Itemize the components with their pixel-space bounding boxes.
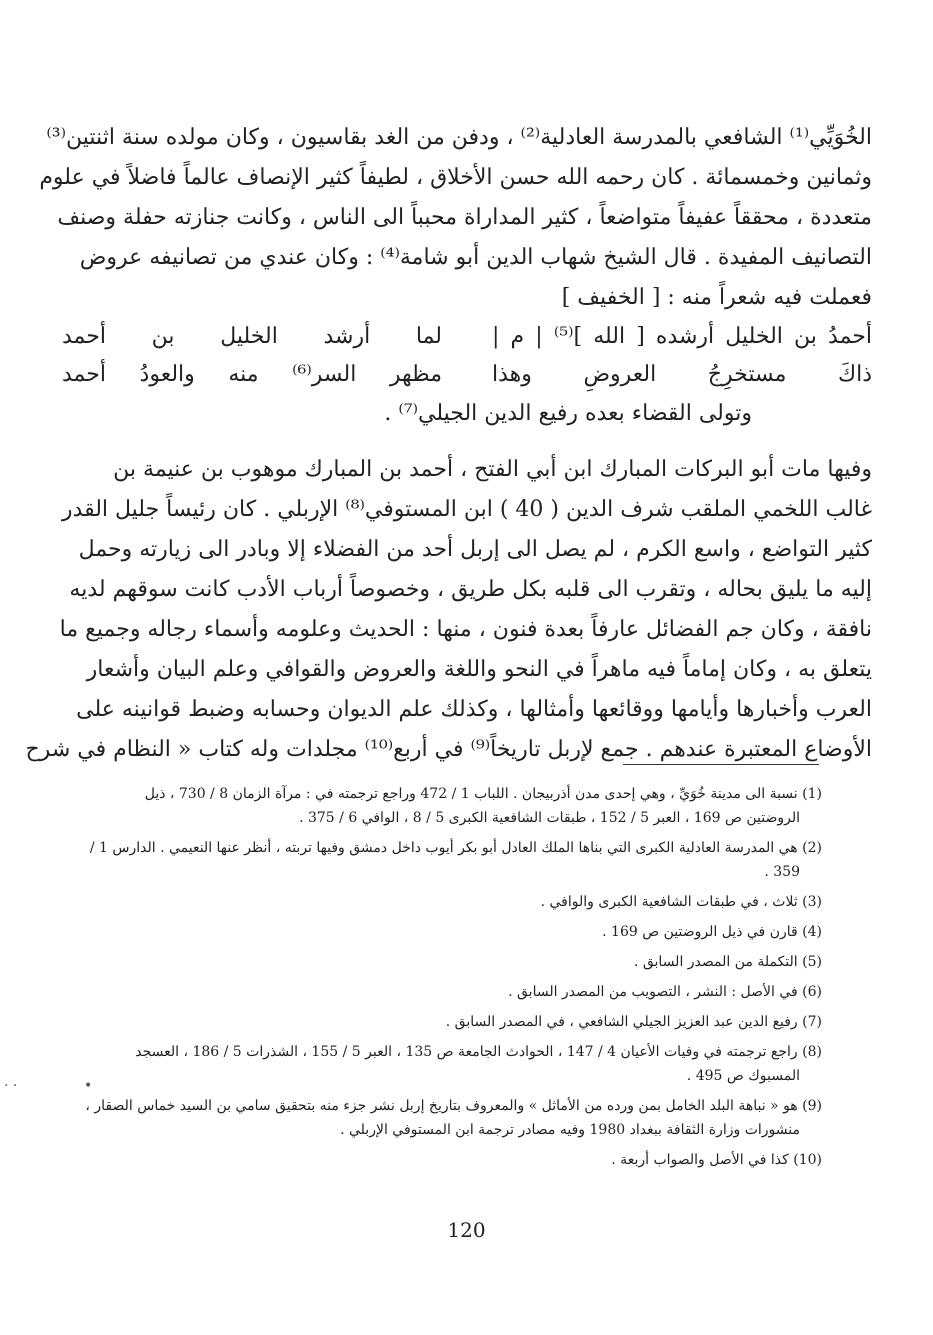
footnote: [62, 980, 822, 1004]
verse-line: [62, 318, 872, 356]
page-number: 120: [447, 1218, 486, 1242]
verse-second-hemistich: مظهر السر⁽⁶⁾ منه والعودُ أحمد: [62, 362, 443, 387]
poem-verses: [62, 318, 872, 434]
text-line: كثير التواضع ، واسع الكرم ، لم يصل الى إربل أحد من الفضلاء إلا وبادر الى زيارته وحمل: [78, 537, 872, 562]
paragraph-2: [25, 450, 872, 770]
verse-line: [62, 356, 872, 394]
footnote-separator: [623, 764, 819, 765]
footnote: [62, 920, 822, 944]
verse-second-hemistich: لما أرشد الخليل بن أحمد: [62, 324, 442, 349]
text-line: نافقة ، وكان جم الفضائل عارفاً بعدة فنون ، منها : الحديث وعلومه وأسماء رجاله وجميع ما: [59, 617, 872, 642]
text-line: الخُوَيِّي⁽¹⁾ الشافعي بالمدرسة العادلية⁽²⁾ ، ودفن من الغد بقاسيون ، وكان مولده سنة اثنتين⁽³⁾: [46, 125, 872, 150]
footnote-continuation: الروضتين ص 169 ، العبر 5 / 152 ، طبقات الشافعية الكبرى 5 / 8 ، الوافي 6 / 375 .: [299, 810, 800, 826]
text-line: التصانيف المفيدة . قال الشيخ شهاب الدين أبو شامة⁽⁴⁾ : وكان عندي من تصانيفه عروض: [79, 245, 872, 270]
text-line: الأوضاع المعتبرة عندهم . جمع لإربل تاريخاً⁽⁹⁾ في أربع⁽¹⁰⁾ مجلدات وله كتاب « النظام في شرح: [25, 737, 872, 762]
paragraph-1: [39, 118, 872, 318]
footnote: [62, 1148, 822, 1172]
scan-speck: •: [84, 1078, 93, 1094]
footnote-text: (4) قارن في ذيل الروضتين ص 169 .: [602, 924, 822, 940]
footnote-text: (1) نسبة الى مدينة خُوَيِّ ، وهي إحدى مدن أذربيجان . اللباب 1 / 472 وراجع ترجمته في : مرآة الزمان 8 / 730 ، ذيل: [144, 786, 822, 802]
footnote: [62, 890, 822, 914]
text-line: وفيها مات أبو البركات المبارك ابن أبي الفتح ، أحمد بن المبارك موهوب بن عنيمة بن: [113, 457, 872, 482]
footnote-text: (3) ثلاث ، في طبقات الشافعية الكبرى والوافي .: [540, 894, 822, 910]
text-line: يتعلق به ، وكان إماماً فيه ماهراً في النحو واللغة والعروض والقوافي وعلم البيان وأشعار: [86, 657, 872, 682]
verse-first-hemistich: أحمدُ بن الخليل أرشده [ الله ]⁽⁵⁾ | م |: [492, 324, 873, 349]
footnote: [62, 836, 822, 884]
footnote: [62, 1094, 822, 1142]
footnote-text: (10) كذا في الأصل والصواب أربعة .: [611, 1152, 822, 1168]
verse-note: وتولى القضاء بعده رفيع الدين الجيلي⁽⁷⁾ .: [384, 401, 752, 426]
text-line: إليه ما يليق بحاله ، وتقرب الى قلبه بكل طريق ، وخصوصاً أرباب الأدب كانت سوقهم لديه: [69, 577, 872, 602]
footnote: [62, 1010, 822, 1034]
footnote-text: (2) هي المدرسة العادلية الكبرى التي بناها الملك العادل أبو بكر أيوب داخل دمشق وفيها تربته ، أنظر عنها النعيمي . الدارس 1 /: [89, 840, 822, 856]
text-line: وثمانين وخمسمائة . كان رحمه الله حسن الأخلاق ، لطيفاً كثير الإنصاف عالماً فاضلاً في علوم: [39, 165, 872, 190]
footnote: [62, 1040, 822, 1088]
footnote-text: (7) رفيع الدين عبد العزيز الجيلي الشافعي ، في المصدر السابق .: [445, 1014, 822, 1030]
text-line: غالب اللخمي الملقب شرف الدين ( 40 ) ابن المستوفي⁽⁸⁾ الإربلي . كان رئيساً جليل القدر: [61, 497, 872, 522]
text-line: فعملت فيه شعراً منه : [ الخفيف ]: [561, 285, 872, 310]
footnote-text: (5) التكملة من المصدر السابق .: [633, 954, 822, 970]
footnote-text: (8) راجع ترجمته في وفيات الأعيان 4 / 147 ، الحوادث الجامعة ص 135 ، العبر 5 / 155 ، الشذرات 5 / 186 ، العسجد: [135, 1044, 822, 1060]
text-line: العرب وأخبارها وأيامها ووقائعها وأمثالها ، وكذلك علم الديوان وحسابه وضبط قوانينه على: [76, 697, 872, 722]
verse-first-hemistich: ذاكَ مستخرِجُ العروضِ وهذا: [492, 362, 872, 387]
footnote-continuation: المسبوك ص 495 .: [686, 1068, 800, 1084]
text-line: متعددة ، محققاً عفيفاً متواضعاً ، كثير المداراة محبباً الى الناس ، وكانت جنازته حفلة وصنف: [57, 205, 872, 230]
footnote-continuation: منشورات وزارة الثقافة ببغداد 1980 وفيه مصادر ترجمة ابن المستوفي الإربلي .: [340, 1122, 800, 1138]
footnotes: [62, 782, 822, 1178]
footnote: [62, 950, 822, 974]
footnote-text: (6) في الأصل : النشر ، التصويب من المصدر السابق .: [508, 984, 822, 1000]
footnote: [62, 782, 822, 830]
footnote-continuation: 359 .: [764, 864, 800, 880]
scan-speck: · ·: [4, 1078, 18, 1094]
footnote-text: (9) هو « نباهة البلد الخامل بمن ورده من الأماثل » والمعروف بتاريخ إربل نشر جزء منه بتحقيق سامي بن السيد خماس الصقار ،: [85, 1098, 822, 1114]
